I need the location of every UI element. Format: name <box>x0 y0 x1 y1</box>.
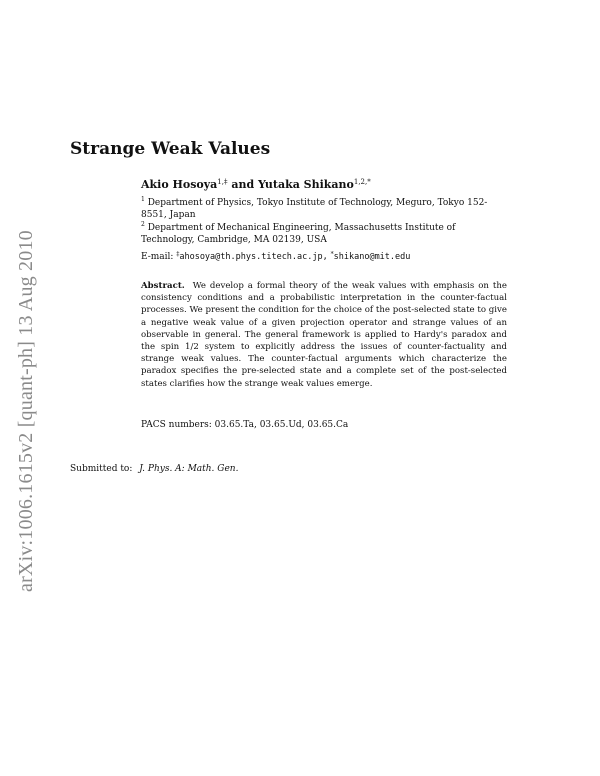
pacs-numbers: PACS numbers: 03.65.Ta, 03.65.Ud, 03.65.Ca <box>141 420 349 430</box>
affiliation-text: Department of Mechanical Engineering, Massachusetts Institute of Technology, Cambridge, MA 02139, USA <box>141 223 456 245</box>
email-mark: * <box>330 251 334 258</box>
author-connector: and <box>231 178 255 191</box>
arxiv-identifier-stamp: arXiv:1006.1615v2 [quant-ph] 13 Aug 2010 <box>15 230 37 592</box>
email-label: E-mail: <box>141 252 174 262</box>
abstract <box>141 280 507 390</box>
author-affiliation-marks: 1,‡ <box>217 178 228 186</box>
abstract-label: Abstract. <box>141 281 185 291</box>
author-line <box>141 178 371 191</box>
author-name: Yutaka Shikano <box>257 178 354 191</box>
submitted-label: Submitted to: <box>70 464 133 474</box>
affiliation-number: 1 <box>141 196 145 203</box>
email-address[interactable]: shikano@mit.edu <box>333 252 411 262</box>
paper-title: Strange Weak Values <box>70 139 271 159</box>
author-affiliation-marks: 1,2,* <box>353 178 371 186</box>
author-name: Akio Hosoya <box>141 178 218 191</box>
affiliation <box>141 194 511 221</box>
abstract-text: We develop a formal theory of the weak values with emphasis on the consistency conditions and a probabilistic interpretation in the counter-factual processes. We present the condition for the choice of the post-selected state to give a negative weak value of a given projection operator and strange values of an observable in general. The general framework is applied to Hardy's paradox and the spin 1/2 system to explicitly address the issues of counter-factuality and strange weak values. The counter-factual arguments which characterize the paradox specifies the pre-selected state and a complete set of the post-selected states clarifies how the strange weak values emerge. <box>141 281 507 389</box>
email-address[interactable]: ahosoya@th.phys.titech.ac.jp, <box>179 252 328 262</box>
affiliation-text: Department of Physics, Tokyo Institute of Technology, Meguro, Tokyo 152-8551, Japan <box>141 198 488 220</box>
email-mark: ‡ <box>176 251 180 258</box>
journal-name: J. Phys. A: Math. Gen. <box>139 464 239 474</box>
affiliation-number: 2 <box>141 221 145 228</box>
submitted-to <box>70 464 238 474</box>
affiliation <box>141 219 511 246</box>
email-line <box>141 251 410 262</box>
